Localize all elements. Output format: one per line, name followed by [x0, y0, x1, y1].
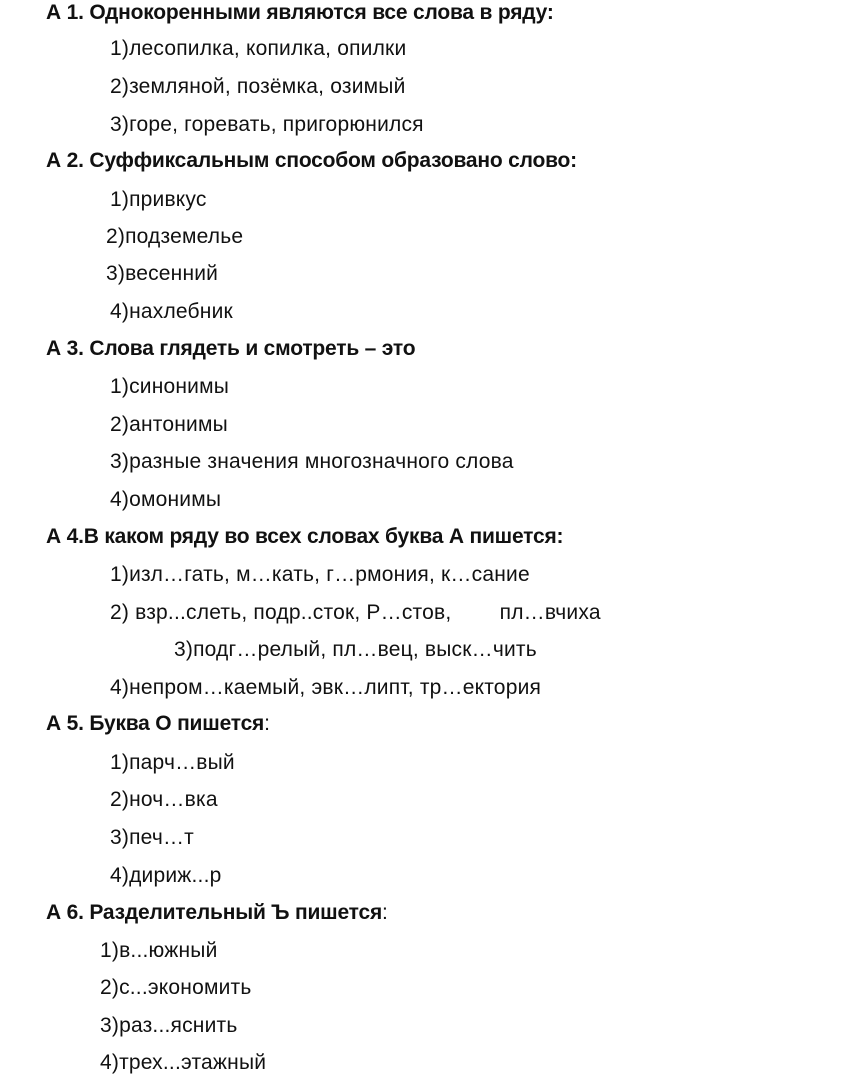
question-2-option-2: 2)подземелье [106, 225, 244, 248]
question-5-option-4: 4)дириж...р [110, 864, 222, 887]
question-4-title: А 4.В каком ряду во всех словах буква А пишется: [46, 525, 564, 548]
question-3-option-2: 2)антонимы [110, 413, 228, 436]
question-4-option-1: 1)изл…гать, м…кать, г…рмония, к…сание [110, 563, 530, 586]
question-1-option-3: 3)горе, горевать, пригорюнился [110, 113, 424, 136]
question-6-title: А 6. Разделительный Ъ пишется: [46, 901, 388, 924]
question-4-option-2: 2) взр...слеть, подр..сток, Р…стов, пл…вчиха [110, 601, 601, 624]
question-2-option-4: 4)нахлебник [110, 300, 233, 323]
question-3-option-4: 4)омонимы [110, 488, 222, 511]
question-4-option-3: 3)подг…релый, пл…вец, выск…чить [174, 638, 537, 661]
question-5-option-3: 3)печ…т [110, 826, 194, 849]
question-2-option-1: 1)привкус [110, 188, 207, 211]
question-3-option-1: 1)синонимы [110, 375, 230, 398]
question-6-option-1: 1)в...южный [100, 939, 218, 962]
question-5-option-2: 2)ноч…вка [110, 788, 218, 811]
question-6-option-2: 2)с...экономить [100, 976, 252, 999]
question-2-option-3: 3)весенний [106, 262, 219, 285]
question-4-option-4: 4)непром…каемый, эвк…липт, тр…ектория [110, 676, 542, 699]
question-2-title: А 2. Суффиксальным способом образовано слово: [46, 149, 577, 172]
question-3-option-3: 3)разные значения многозначного слова [110, 450, 514, 473]
question-1-option-2: 2)земляной, позёмка, озимый [110, 75, 406, 98]
question-3-title: А 3. Слова глядеть и смотреть – это [46, 337, 416, 360]
question-1-option-1: 1)лесопилка, копилка, опилки [110, 37, 407, 60]
question-5-title: А 5. Буква О пишется: [46, 712, 270, 735]
question-1-title: А 1. Однокоренными являются все слова в ряду: [46, 1, 554, 24]
question-5-option-1: 1)парч…вый [110, 751, 235, 774]
question-6-option-4: 4)трех...этажный [100, 1051, 267, 1074]
question-6-option-3: 3)раз...яснить [100, 1014, 238, 1037]
